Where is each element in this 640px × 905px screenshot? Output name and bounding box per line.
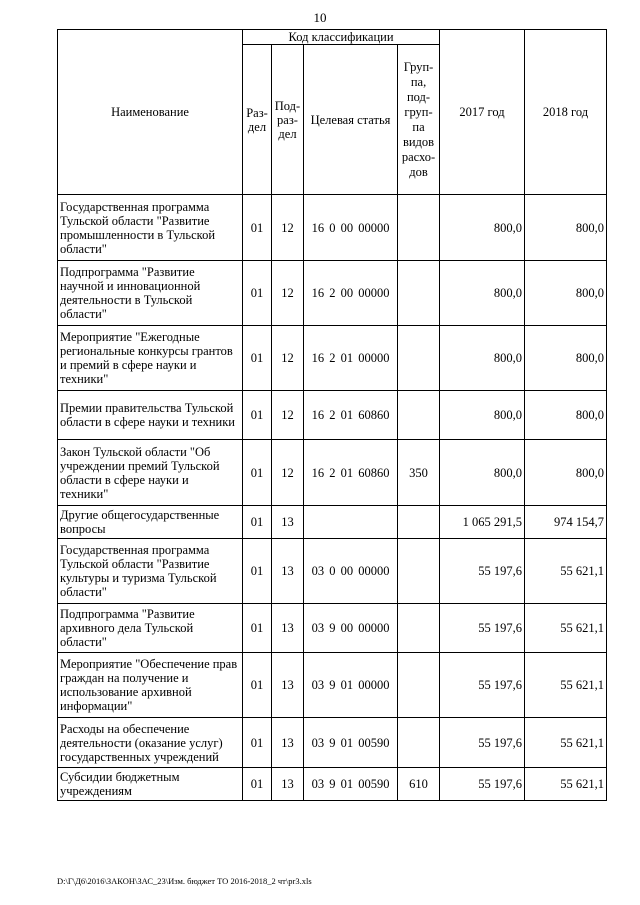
row-2017-amount: 55 197,6 [440, 718, 525, 768]
row-expense-group [398, 539, 440, 604]
row-2018-amount: 800,0 [525, 326, 607, 391]
header-expense-group: Груп- па, под- груп- па видов расхо- дов [398, 45, 440, 195]
header-2017: 2017 год [440, 30, 525, 195]
row-2017-amount: 800,0 [440, 326, 525, 391]
row-target-article: 03 9 01 00000 [304, 653, 398, 718]
row-section: 01 [243, 604, 272, 653]
row-target-article: 16 0 00 00000 [304, 195, 398, 261]
row-2018-amount: 55 621,1 [525, 653, 607, 718]
row-section: 01 [243, 653, 272, 718]
row-2018-amount: 974 154,7 [525, 506, 607, 539]
row-subsection: 12 [272, 440, 304, 506]
row-target-article: 03 9 00 00000 [304, 604, 398, 653]
row-name: Субсидии бюджетным учреждениям [58, 768, 243, 801]
row-section: 01 [243, 506, 272, 539]
row-section: 01 [243, 195, 272, 261]
row-expense-group [398, 653, 440, 718]
row-expense-group: 610 [398, 768, 440, 801]
table-row [58, 391, 607, 440]
row-2017-amount: 55 197,6 [440, 768, 525, 801]
row-2018-amount: 55 621,1 [525, 718, 607, 768]
row-2017-amount: 55 197,6 [440, 604, 525, 653]
row-expense-group [398, 506, 440, 539]
row-name: Мероприятие "Обеспечение прав граждан на получение и использование архивной информации" [58, 653, 243, 718]
row-target-article: 16 2 01 60860 [304, 391, 398, 440]
row-subsection: 13 [272, 506, 304, 539]
table-row [58, 506, 607, 539]
row-expense-group [398, 718, 440, 768]
row-section: 01 [243, 261, 272, 326]
row-2017-amount: 1 065 291,5 [440, 506, 525, 539]
row-2018-amount: 55 621,1 [525, 604, 607, 653]
table-body [58, 195, 607, 801]
table-row [58, 261, 607, 326]
table-row [58, 604, 607, 653]
row-expense-group [398, 261, 440, 326]
header-name: Наименование [58, 30, 243, 195]
row-2017-amount: 55 197,6 [440, 539, 525, 604]
row-name: Мероприятие "Ежегодные региональные конкурсы грантов и премий в сфере науки и техники" [58, 326, 243, 391]
row-2018-amount: 800,0 [525, 391, 607, 440]
row-target-article: 03 9 01 00590 [304, 768, 398, 801]
row-subsection: 12 [272, 261, 304, 326]
row-expense-group: 350 [398, 440, 440, 506]
row-name: Подпрограмма "Развитие архивного дела Тульской области" [58, 604, 243, 653]
row-subsection: 13 [272, 653, 304, 718]
header-subsection: Под- раз- дел [272, 45, 304, 195]
table-row [58, 195, 607, 261]
row-expense-group [398, 604, 440, 653]
row-2018-amount: 800,0 [525, 440, 607, 506]
row-target-article: 03 0 00 00000 [304, 539, 398, 604]
row-name: Расходы на обеспечение деятельности (оказание услуг) государственных учреждений [58, 718, 243, 768]
row-subsection: 13 [272, 768, 304, 801]
row-section: 01 [243, 768, 272, 801]
row-name: Премии правительства Тульской области в сфере науки и техники [58, 391, 243, 440]
header-section: Раз- дел [243, 45, 272, 195]
row-subsection: 12 [272, 391, 304, 440]
row-name: Подпрограмма "Развитие научной и инновационной деятельности в Тульской области" [58, 261, 243, 326]
row-name: Государственная программа Тульской области "Развитие культуры и туризма Тульской области" [58, 539, 243, 604]
file-path: D:\Г\Д6\2016\ЗАКОН\ЗАС_23\Изм. бюджет ТО 2016-2018_2 чт\pr3.xls [57, 876, 312, 886]
table-row [58, 653, 607, 718]
row-section: 01 [243, 326, 272, 391]
row-target-article: 16 2 01 00000 [304, 326, 398, 391]
table-row [58, 440, 607, 506]
row-subsection: 12 [272, 326, 304, 391]
row-expense-group [398, 326, 440, 391]
row-section: 01 [243, 440, 272, 506]
row-expense-group [398, 391, 440, 440]
table-header [58, 30, 607, 195]
row-subsection: 13 [272, 604, 304, 653]
table-row [58, 326, 607, 391]
row-name: Другие общегосударственные вопросы [58, 506, 243, 539]
row-section: 01 [243, 718, 272, 768]
row-target-article: 03 9 01 00590 [304, 718, 398, 768]
row-2018-amount: 800,0 [525, 261, 607, 326]
row-2018-amount: 55 621,1 [525, 539, 607, 604]
table-row [58, 539, 607, 604]
row-name: Государственная программа Тульской области "Развитие промышленности в Тульской области" [58, 195, 243, 261]
row-2017-amount: 800,0 [440, 261, 525, 326]
row-2017-amount: 800,0 [440, 195, 525, 261]
header-2018: 2018 год [525, 30, 607, 195]
row-name: Закон Тульской области "Об учреждении премий Тульской области в сфере науки и техники" [58, 440, 243, 506]
row-expense-group [398, 195, 440, 261]
budget-table [57, 29, 607, 801]
row-target-article: 16 2 00 00000 [304, 261, 398, 326]
row-2018-amount: 800,0 [525, 195, 607, 261]
row-target-article: 16 2 01 60860 [304, 440, 398, 506]
row-2017-amount: 800,0 [440, 440, 525, 506]
row-target-article [304, 506, 398, 539]
row-section: 01 [243, 391, 272, 440]
table-row [58, 768, 607, 801]
row-subsection: 13 [272, 718, 304, 768]
row-2018-amount: 55 621,1 [525, 768, 607, 801]
row-subsection: 12 [272, 195, 304, 261]
row-section: 01 [243, 539, 272, 604]
row-subsection: 13 [272, 539, 304, 604]
row-2017-amount: 55 197,6 [440, 653, 525, 718]
page-number: 10 [313, 10, 327, 25]
header-code: Код классификации [243, 30, 440, 45]
header-target-article: Целевая статья [304, 45, 398, 195]
row-2017-amount: 800,0 [440, 391, 525, 440]
table-row [58, 718, 607, 768]
